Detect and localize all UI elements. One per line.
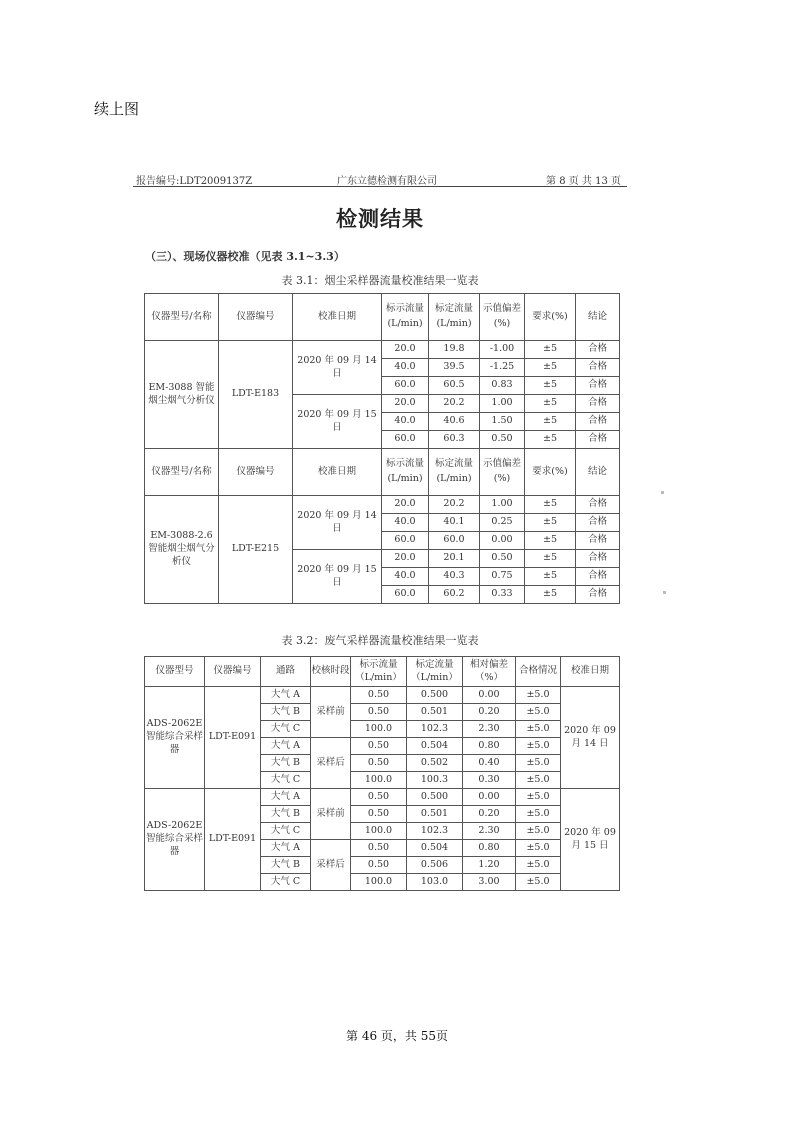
data-cell: 2.30: [463, 721, 516, 738]
data-cell: 0.50: [351, 789, 407, 806]
data-cell: 40.0: [382, 359, 429, 377]
column-header: 标示流量(L/min): [382, 449, 429, 496]
channel-cell: 大气 C: [261, 721, 311, 738]
channel-cell: 大气 C: [261, 772, 311, 789]
data-cell: ±5.0: [516, 721, 561, 738]
report-page-info: 第 8 页 共 13 页: [546, 176, 621, 187]
data-cell: ±5.0: [516, 806, 561, 823]
column-header: 标定流量（L/min）: [407, 657, 463, 687]
data-cell: 20.1: [429, 550, 480, 568]
data-cell: 0.504: [407, 738, 463, 755]
column-header: 仪器编号: [219, 449, 293, 496]
channel-cell: 大气 C: [261, 823, 311, 840]
flow-calibration-table-3-2: [144, 656, 620, 891]
data-cell: 0.30: [463, 772, 516, 789]
channel-cell: 大气 B: [261, 806, 311, 823]
flow-calibration-table-3-1: [144, 293, 620, 604]
report-number: 报告编号:LDT2009137Z: [136, 176, 253, 187]
data-cell: 0.80: [463, 840, 516, 857]
data-cell: 合格: [576, 413, 620, 431]
data-cell: 0.25: [480, 514, 525, 532]
data-cell: ±5: [525, 395, 576, 413]
data-cell: 0.50: [351, 840, 407, 857]
data-cell: 合格: [576, 431, 620, 449]
column-header: 仪器编号: [219, 294, 293, 341]
data-cell: 0.50: [351, 738, 407, 755]
data-cell: 合格: [576, 359, 620, 377]
data-cell: 60.0: [429, 532, 480, 550]
data-cell: ±5.0: [516, 738, 561, 755]
data-cell: ±5: [525, 377, 576, 395]
check-period-cell: 采样前: [311, 687, 351, 738]
data-cell: 0.80: [463, 738, 516, 755]
calibration-date-cell: 2020 年 09 月 14 日: [293, 341, 382, 395]
data-cell: 0.501: [407, 704, 463, 721]
data-cell: ±5: [525, 514, 576, 532]
calibration-date-cell: 2020 年 09 月 14 日: [561, 687, 620, 789]
continuation-label: 续上图: [94, 100, 140, 118]
calibration-date-cell: 2020 年 09 月 15 日: [293, 395, 382, 449]
column-header: 校准日期: [293, 449, 382, 496]
column-header: 标示流量（L/min）: [351, 657, 407, 687]
data-cell: ±5.0: [516, 789, 561, 806]
data-cell: 20.0: [382, 341, 429, 359]
column-header: 标定流量(L/min): [429, 294, 480, 341]
data-cell: -1.25: [480, 359, 525, 377]
calibration-date-cell: 2020 年 09 月 14 日: [293, 496, 382, 550]
data-cell: 0.501: [407, 806, 463, 823]
data-cell: 0.504: [407, 840, 463, 857]
data-cell: ±5: [525, 413, 576, 431]
table-row: [145, 687, 620, 704]
data-cell: 0.00: [480, 532, 525, 550]
data-cell: 40.3: [429, 568, 480, 586]
instrument-id-cell: LDT-E091: [205, 687, 261, 789]
table-header-row: [145, 449, 620, 496]
data-cell: 合格: [576, 514, 620, 532]
data-cell: 102.3: [407, 721, 463, 738]
data-cell: 40.0: [382, 568, 429, 586]
company-name: 广东立德检测有限公司: [337, 176, 437, 187]
data-cell: 40.1: [429, 514, 480, 532]
data-cell: ±5.0: [516, 823, 561, 840]
data-cell: 0.40: [463, 755, 516, 772]
data-cell: 100.0: [351, 772, 407, 789]
data-cell: 0.50: [351, 806, 407, 823]
calibration-date-cell: 2020 年 09 月 15 日: [293, 550, 382, 604]
data-cell: 0.50: [351, 857, 407, 874]
instrument-model-cell: ADS-2062E 智能综合采样器: [145, 789, 205, 891]
column-header: 合格情况: [516, 657, 561, 687]
column-header: 示值偏差(%): [480, 449, 525, 496]
data-cell: 19.8: [429, 341, 480, 359]
data-cell: ±5: [525, 568, 576, 586]
table2-caption: 表 3.2：废气采样器流量校准结果一览表: [281, 634, 479, 647]
data-cell: 0.500: [407, 687, 463, 704]
data-cell: 0.75: [480, 568, 525, 586]
header-divider: [133, 186, 627, 187]
data-cell: ±5: [525, 431, 576, 449]
data-cell: ±5: [525, 532, 576, 550]
data-cell: 合格: [576, 341, 620, 359]
column-header: 校准日期: [561, 657, 620, 687]
column-header: 结论: [576, 294, 620, 341]
data-cell: 20.2: [429, 496, 480, 514]
data-cell: 0.50: [480, 431, 525, 449]
data-cell: 60.0: [382, 377, 429, 395]
page-number: 第 46 页，共 55页: [346, 1029, 448, 1043]
data-cell: 103.0: [407, 874, 463, 891]
data-cell: 60.0: [382, 431, 429, 449]
channel-cell: 大气 C: [261, 874, 311, 891]
table-header-row: [145, 294, 620, 341]
column-header: 要求(%): [525, 449, 576, 496]
data-cell: ±5: [525, 359, 576, 377]
data-cell: ±5: [525, 341, 576, 359]
scan-speck: [661, 491, 664, 494]
data-cell: ±5.0: [516, 840, 561, 857]
data-cell: 39.5: [429, 359, 480, 377]
data-cell: 合格: [576, 395, 620, 413]
data-cell: 0.502: [407, 755, 463, 772]
page-title: 检测结果: [336, 206, 424, 231]
table-row: [145, 496, 620, 514]
data-cell: 20.0: [382, 496, 429, 514]
check-period-cell: 采样前: [311, 789, 351, 840]
instrument-model-cell: ADS-2062E 智能综合采样器: [145, 687, 205, 789]
column-header: 校核时段: [311, 657, 351, 687]
channel-cell: 大气 A: [261, 840, 311, 857]
check-period-cell: 采样后: [311, 738, 351, 789]
channel-cell: 大气 B: [261, 857, 311, 874]
data-cell: 合格: [576, 496, 620, 514]
data-cell: 1.00: [480, 395, 525, 413]
column-header: 仪器编号: [205, 657, 261, 687]
table-row: [145, 341, 620, 359]
data-cell: 1.20: [463, 857, 516, 874]
channel-cell: 大气 B: [261, 704, 311, 721]
data-cell: 60.2: [429, 586, 480, 604]
table-row: [145, 789, 620, 806]
data-cell: ±5: [525, 586, 576, 604]
data-cell: 20.0: [382, 395, 429, 413]
column-header: 相对偏差（%）: [463, 657, 516, 687]
column-header: 通路: [261, 657, 311, 687]
column-header: 仪器型号: [145, 657, 205, 687]
data-cell: 0.506: [407, 857, 463, 874]
data-cell: 0.50: [351, 687, 407, 704]
instrument-model-cell: EM-3088 智能烟尘烟气分析仪: [145, 341, 219, 449]
data-cell: 40.0: [382, 413, 429, 431]
data-cell: 0.20: [463, 806, 516, 823]
data-cell: 60.0: [382, 532, 429, 550]
data-cell: 合格: [576, 550, 620, 568]
data-cell: 100.0: [351, 721, 407, 738]
data-cell: 0.50: [351, 704, 407, 721]
data-cell: 0.00: [463, 789, 516, 806]
instrument-model-cell: EM-3088-2.6 智能烟尘烟气分析仪: [145, 496, 219, 604]
section-heading: （三）、现场仪器校准（见表 3.1~3.3）: [145, 250, 345, 263]
column-header: 结论: [576, 449, 620, 496]
data-cell: 40.6: [429, 413, 480, 431]
data-cell: -1.00: [480, 341, 525, 359]
table-header-row: [145, 657, 620, 687]
data-cell: 100.3: [407, 772, 463, 789]
calibration-date-cell: 2020 年 09 月 15 日: [561, 789, 620, 891]
data-cell: ±5.0: [516, 704, 561, 721]
data-cell: 合格: [576, 586, 620, 604]
data-cell: ±5.0: [516, 857, 561, 874]
channel-cell: 大气 A: [261, 789, 311, 806]
data-cell: 60.3: [429, 431, 480, 449]
instrument-id-cell: LDT-E215: [219, 496, 293, 604]
column-header: 仪器型号/名称: [145, 449, 219, 496]
data-cell: ±5.0: [516, 772, 561, 789]
data-cell: 3.00: [463, 874, 516, 891]
data-cell: 1.00: [480, 496, 525, 514]
channel-cell: 大气 A: [261, 738, 311, 755]
column-header: 要求(%): [525, 294, 576, 341]
data-cell: 0.33: [480, 586, 525, 604]
data-cell: 1.50: [480, 413, 525, 431]
data-cell: 102.3: [407, 823, 463, 840]
data-cell: 60.5: [429, 377, 480, 395]
data-cell: ±5: [525, 496, 576, 514]
data-cell: 合格: [576, 377, 620, 395]
data-cell: ±5.0: [516, 755, 561, 772]
data-cell: 0.50: [480, 550, 525, 568]
data-cell: 60.0: [382, 586, 429, 604]
data-cell: ±5.0: [516, 687, 561, 704]
channel-cell: 大气 B: [261, 755, 311, 772]
data-cell: 20.0: [382, 550, 429, 568]
data-cell: 0.20: [463, 704, 516, 721]
data-cell: 0.50: [351, 755, 407, 772]
instrument-id-cell: LDT-E091: [205, 789, 261, 891]
data-cell: 合格: [576, 568, 620, 586]
data-cell: 0.00: [463, 687, 516, 704]
data-cell: 40.0: [382, 514, 429, 532]
channel-cell: 大气 A: [261, 687, 311, 704]
column-header: 示值偏差(%): [480, 294, 525, 341]
data-cell: 20.2: [429, 395, 480, 413]
column-header: 标定流量(L/min): [429, 449, 480, 496]
data-cell: 100.0: [351, 823, 407, 840]
data-cell: ±5.0: [516, 874, 561, 891]
data-cell: 合格: [576, 532, 620, 550]
check-period-cell: 采样后: [311, 840, 351, 891]
data-cell: ±5: [525, 550, 576, 568]
table1-caption: 表 3.1：烟尘采样器流量校准结果一览表: [281, 274, 479, 287]
scan-speck: [663, 591, 666, 594]
data-cell: 2.30: [463, 823, 516, 840]
data-cell: 0.500: [407, 789, 463, 806]
column-header: 标示流量(L/min): [382, 294, 429, 341]
column-header: 仪器型号/名称: [145, 294, 219, 341]
instrument-id-cell: LDT-E183: [219, 341, 293, 449]
data-cell: 0.83: [480, 377, 525, 395]
column-header: 校准日期: [293, 294, 382, 341]
data-cell: 100.0: [351, 874, 407, 891]
